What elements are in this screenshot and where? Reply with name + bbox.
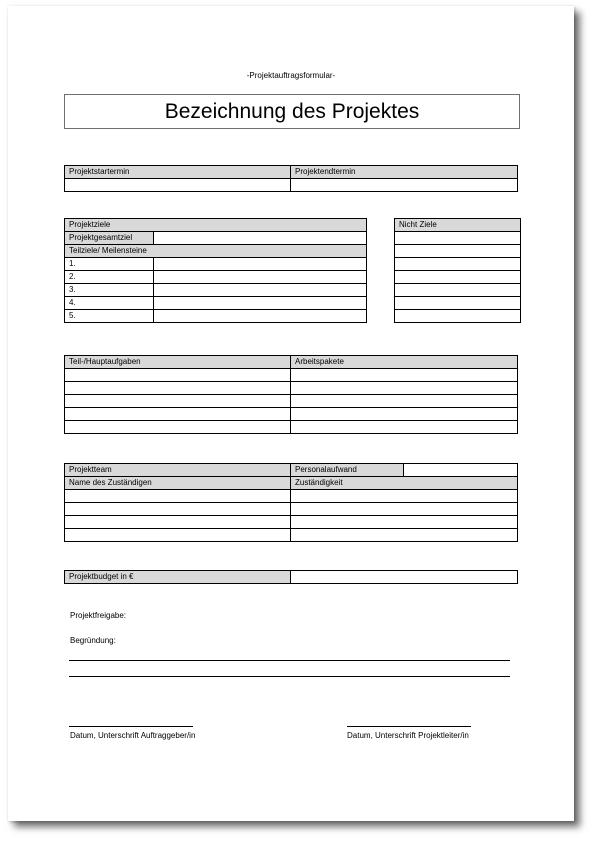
tasks-col-header: Teil-/Hauptaufgaben	[65, 356, 291, 369]
non-goals-table	[394, 218, 521, 323]
budget-table	[64, 570, 518, 584]
team-responsibility-field[interactable]	[291, 490, 518, 503]
start-date-label: Projektstartermin	[65, 166, 291, 179]
team-name-field[interactable]	[65, 516, 291, 529]
milestone-number: 4.	[65, 297, 154, 310]
reason-line[interactable]	[69, 676, 510, 677]
work-package-field[interactable]	[291, 382, 518, 395]
lead-signature-line[interactable]	[347, 726, 471, 727]
overall-goal-label: Projektgesamtziel	[65, 232, 154, 245]
client-signature-label: Datum, Unterschrift Auftraggeber/in	[70, 731, 196, 740]
milestones-label: Teilziele/ Meilensteine	[65, 245, 367, 258]
dates-table	[64, 165, 518, 192]
team-name-field[interactable]	[65, 529, 291, 542]
non-goals-header: Nicht Ziele	[395, 219, 521, 232]
non-goal-field[interactable]	[395, 284, 521, 297]
tasks-table	[64, 355, 518, 434]
personnel-effort-label: Personalaufwand	[291, 464, 404, 477]
project-release-label: Projektfreigabe:	[70, 611, 127, 620]
milestone-field[interactable]	[154, 310, 367, 323]
budget-label: Projektbudget in €	[65, 571, 291, 584]
team-name-field[interactable]	[65, 490, 291, 503]
document-page	[8, 6, 574, 821]
client-signature-line[interactable]	[69, 726, 193, 727]
end-date-field[interactable]	[291, 179, 518, 192]
non-goal-field[interactable]	[395, 271, 521, 284]
task-field[interactable]	[65, 369, 291, 382]
budget-field[interactable]	[291, 571, 518, 584]
end-date-label: Projektendtermin	[291, 166, 518, 179]
reason-label: Begründung:	[70, 636, 116, 645]
task-field[interactable]	[65, 395, 291, 408]
work-packages-col-header: Arbeitspakete	[291, 356, 518, 369]
milestone-number: 2.	[65, 271, 154, 284]
personnel-effort-field[interactable]	[404, 464, 518, 477]
team-header: Projektteam	[65, 464, 291, 477]
milestone-field[interactable]	[154, 284, 367, 297]
non-goal-field[interactable]	[395, 297, 521, 310]
goals-header: Projektziele	[65, 219, 367, 232]
team-table	[64, 463, 518, 542]
reason-line[interactable]	[69, 660, 510, 661]
project-title: Bezeichnung des Projektes	[64, 94, 520, 129]
milestone-field[interactable]	[154, 297, 367, 310]
responsibility-col-header: Zuständigkeit	[291, 477, 518, 490]
milestone-field[interactable]	[154, 271, 367, 284]
non-goal-field[interactable]	[395, 245, 521, 258]
work-package-field[interactable]	[291, 408, 518, 421]
milestone-field[interactable]	[154, 258, 367, 271]
milestone-number: 5.	[65, 310, 154, 323]
work-package-field[interactable]	[291, 395, 518, 408]
team-responsibility-field[interactable]	[291, 529, 518, 542]
start-date-field[interactable]	[65, 179, 291, 192]
overall-goal-field[interactable]	[154, 232, 367, 245]
non-goal-field[interactable]	[395, 232, 521, 245]
team-responsibility-field[interactable]	[291, 516, 518, 529]
task-field[interactable]	[65, 408, 291, 421]
non-goal-field[interactable]	[395, 310, 521, 323]
work-package-field[interactable]	[291, 369, 518, 382]
task-field[interactable]	[65, 421, 291, 434]
milestone-number: 1.	[65, 258, 154, 271]
work-package-field[interactable]	[291, 421, 518, 434]
task-field[interactable]	[65, 382, 291, 395]
lead-signature-label: Datum, Unterschrift Projektleiter/in	[347, 731, 469, 740]
team-name-field[interactable]	[65, 503, 291, 516]
milestone-number: 3.	[65, 284, 154, 297]
non-goal-field[interactable]	[395, 258, 521, 271]
form-subtitle: -Projektauftragsformular-	[246, 71, 336, 80]
team-responsibility-field[interactable]	[291, 503, 518, 516]
goals-table	[64, 218, 367, 323]
responsible-name-col-header: Name des Zuständigen	[65, 477, 291, 490]
